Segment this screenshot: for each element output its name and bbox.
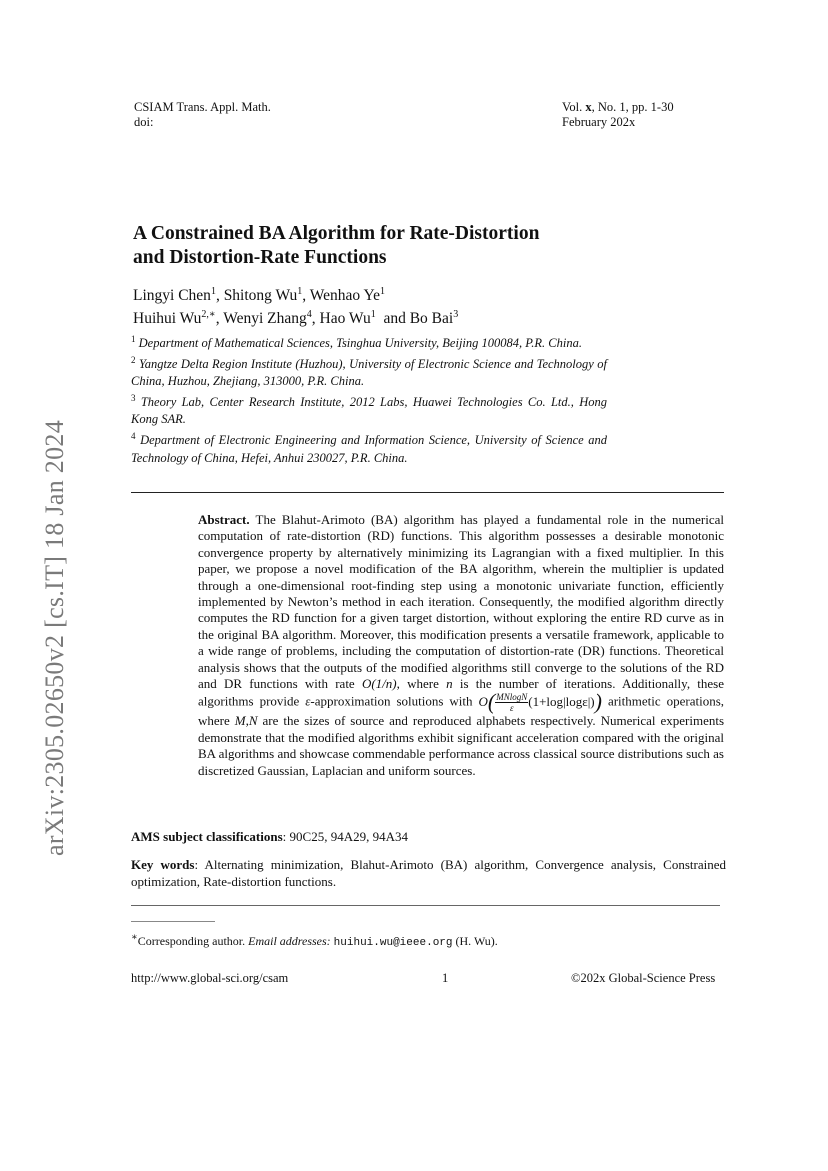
abstract-label: Abstract. <box>198 512 250 527</box>
footnote: ∗Corresponding author. Email addresses: huihui.wu@ieee.org (H. Wu). <box>131 932 498 949</box>
author-affil-mark: 2,∗ <box>201 309 216 321</box>
author-line-2: Huihui $Wu^{2,∗}$, Wenyi Zhang$^4$, Hao Wu$^1$ and Bo Bai$^3$ <box>133 309 459 328</box>
keywords-list: : Alternating minimization, Blahut-Arimoto (BA) algorithm, Convergence analysis, Constrained optimization, Rate-distortion functions. <box>131 857 726 889</box>
author-name: Huihui Wu <box>133 310 202 328</box>
complexity-formula: O( $\frac{MNlogN}{\varepsilon}$ (1+log|logε|)) <box>478 688 602 714</box>
abstract-top-rule <box>131 492 724 493</box>
author-name: Bo Bai <box>409 310 454 328</box>
ams-codes: : 90C25, 94A29, 94A34 <box>282 829 408 844</box>
author-affil-mark: 1 <box>370 309 376 321</box>
author-affil-mark: 1 <box>210 286 216 297</box>
title-line-1: A Constrained BA Algorithm for Rate-Distortion <box>133 223 540 244</box>
author-affil-mark: 3 <box>453 309 459 321</box>
journal-url[interactable]: http://www.global-sci.org/csam <box>131 971 289 985</box>
keywords-bottom-rule <box>131 905 720 906</box>
author-name: Shitong Wu <box>223 287 298 305</box>
author-line-1: Lingyi Chen$^1$, Shitong Wu$^1$, Wenhao Ye$^1$ <box>133 286 385 305</box>
abstract-text: The Blahut-Arimoto (BA) algorithm has played a fundamental role in the numerical computation of rate-distortion (RD) functions. This algorithm possesses a desirable monotonic convergence property by alternatively minimizing its Lagrangian with a fixed multiplier. In this paper, we propose a novel modification of the BA algorithm, wherein the multiplier is updated through a one-dimensional root-finding step using a monotonic univariate function, efficiently implemented by Newton’s method in each iteration. Consequently, the modified algorithm directly computes the RD function for a given target distortion, without exploring the entire RD curve as in the original BA algorithm. Moreover, this modification presents a versatile framework, applicable to a wide range of problems, including the computation of distortion-rate (DR) functions. Theoretical analysis shows that the outputs of the modified algorithms still converge to the solutions of the RD and DR functions with rate <box>198 512 725 692</box>
page-number: 1 <box>442 971 449 985</box>
volume-line: Vol. x, No. 1, pp. 1-30 <box>562 100 674 114</box>
rate-formula: O(1/n) <box>361 676 397 692</box>
author-list <box>133 282 733 328</box>
author-name: Lingyi Chen <box>133 287 211 305</box>
author-connector: and <box>383 310 406 328</box>
doi-label: doi: <box>134 115 154 129</box>
ams-label: AMS subject classifications <box>131 829 283 844</box>
copyright: ©202x Global-Science Press <box>571 971 716 985</box>
footnote-rule <box>131 921 215 922</box>
paper-title <box>133 222 733 270</box>
affiliation-item: $^4$ Department of Electronic Engineering and Information Science, University of Science and Technology of China, Hefei, Anhui 230027, P.R. China. <box>131 431 608 465</box>
author-name: Wenyi Zhang <box>223 310 307 328</box>
affiliations <box>131 331 607 467</box>
title-line-2: and Distortion-Rate Functions <box>133 247 387 268</box>
journal-header <box>134 100 271 130</box>
ams-classification <box>131 829 726 845</box>
volume-info <box>562 100 674 130</box>
affiliation-item: $^2$ Yangtze Delta Region Institute (Huzhou), University of Electronic Science and Technology of China, Huzhou, Zhejiang, 313000, P.R. China. <box>131 355 607 389</box>
email-link[interactable]: huihui.wu@ieee.org <box>333 937 453 949</box>
affiliation-item: $^3$ Theory Lab, Center Research Institute, 2012 Labs, Huawei Technologies Co. Ltd., Hong Kong SAR. <box>131 393 607 427</box>
keywords <box>131 856 726 890</box>
author-affil-mark: 1 <box>297 286 303 297</box>
arxiv-stamp: arXiv:2305.02650v2 [cs.IT] 18 Jan 2024 <box>40 420 69 856</box>
keywords-label: Key words <box>131 857 195 872</box>
journal-name: CSIAM Trans. Appl. Math. <box>134 100 271 114</box>
author-affil-mark: 1 <box>380 286 385 297</box>
author-name: Wenhao Ye <box>309 287 380 305</box>
author-affil-mark: 4 <box>306 309 312 321</box>
issue-date: February 202x <box>562 115 636 129</box>
abstract: Abstract. The Blahut-Arimoto (BA) algorithm has played a fundamental role in the numerical computation of rate-distortion (RD) functions. This algorithm possesses a desirable monotonic convergence property by alternatively minimizing its Lagrangian with a fixed multiplier. In this paper, we propose a novel modification of the BA algorithm, wherein the multiplier is updated through a one-dimensional root-finding step using a monotonic univariate function, efficiently implemented by Newton’s method in each iteration. Consequently, the modified algorithm directly computes the RD function for a given target distortion, without exploring the entire RD curve as in the original BA algorithm. Moreover, this modification presents a versatile framework, applicable to a wide range of problems, including the computation of distortion-rate (DR) functions. Theoretical analysis shows that the outputs of the modified algorithms still converge to the solutions of the RD and DR functions with rate O(1/n), where n is the number of iterations. Additionally, these algorithms provide ε-approximation solutions with O( $\frac{MNlogN}{\varepsilon}$ (1+log|logε|)) arithmetic operations, where M,N are the sizes of source and reproduced alphabets respectively. Numerical experiments demonstrate that the modified algorithms exhibit significant acceleration compared with the original BA algorithms and showcase commendable performance across classical source distributions such as discretized Gaussian, Laplacian and uniform sources. <box>198 512 725 778</box>
affiliation-item: $^1$ Department of Mathematical Sciences, Tsinghua University, Beijing 100084, P.R. China. <box>131 334 582 351</box>
author-name: Hao Wu <box>319 310 371 328</box>
